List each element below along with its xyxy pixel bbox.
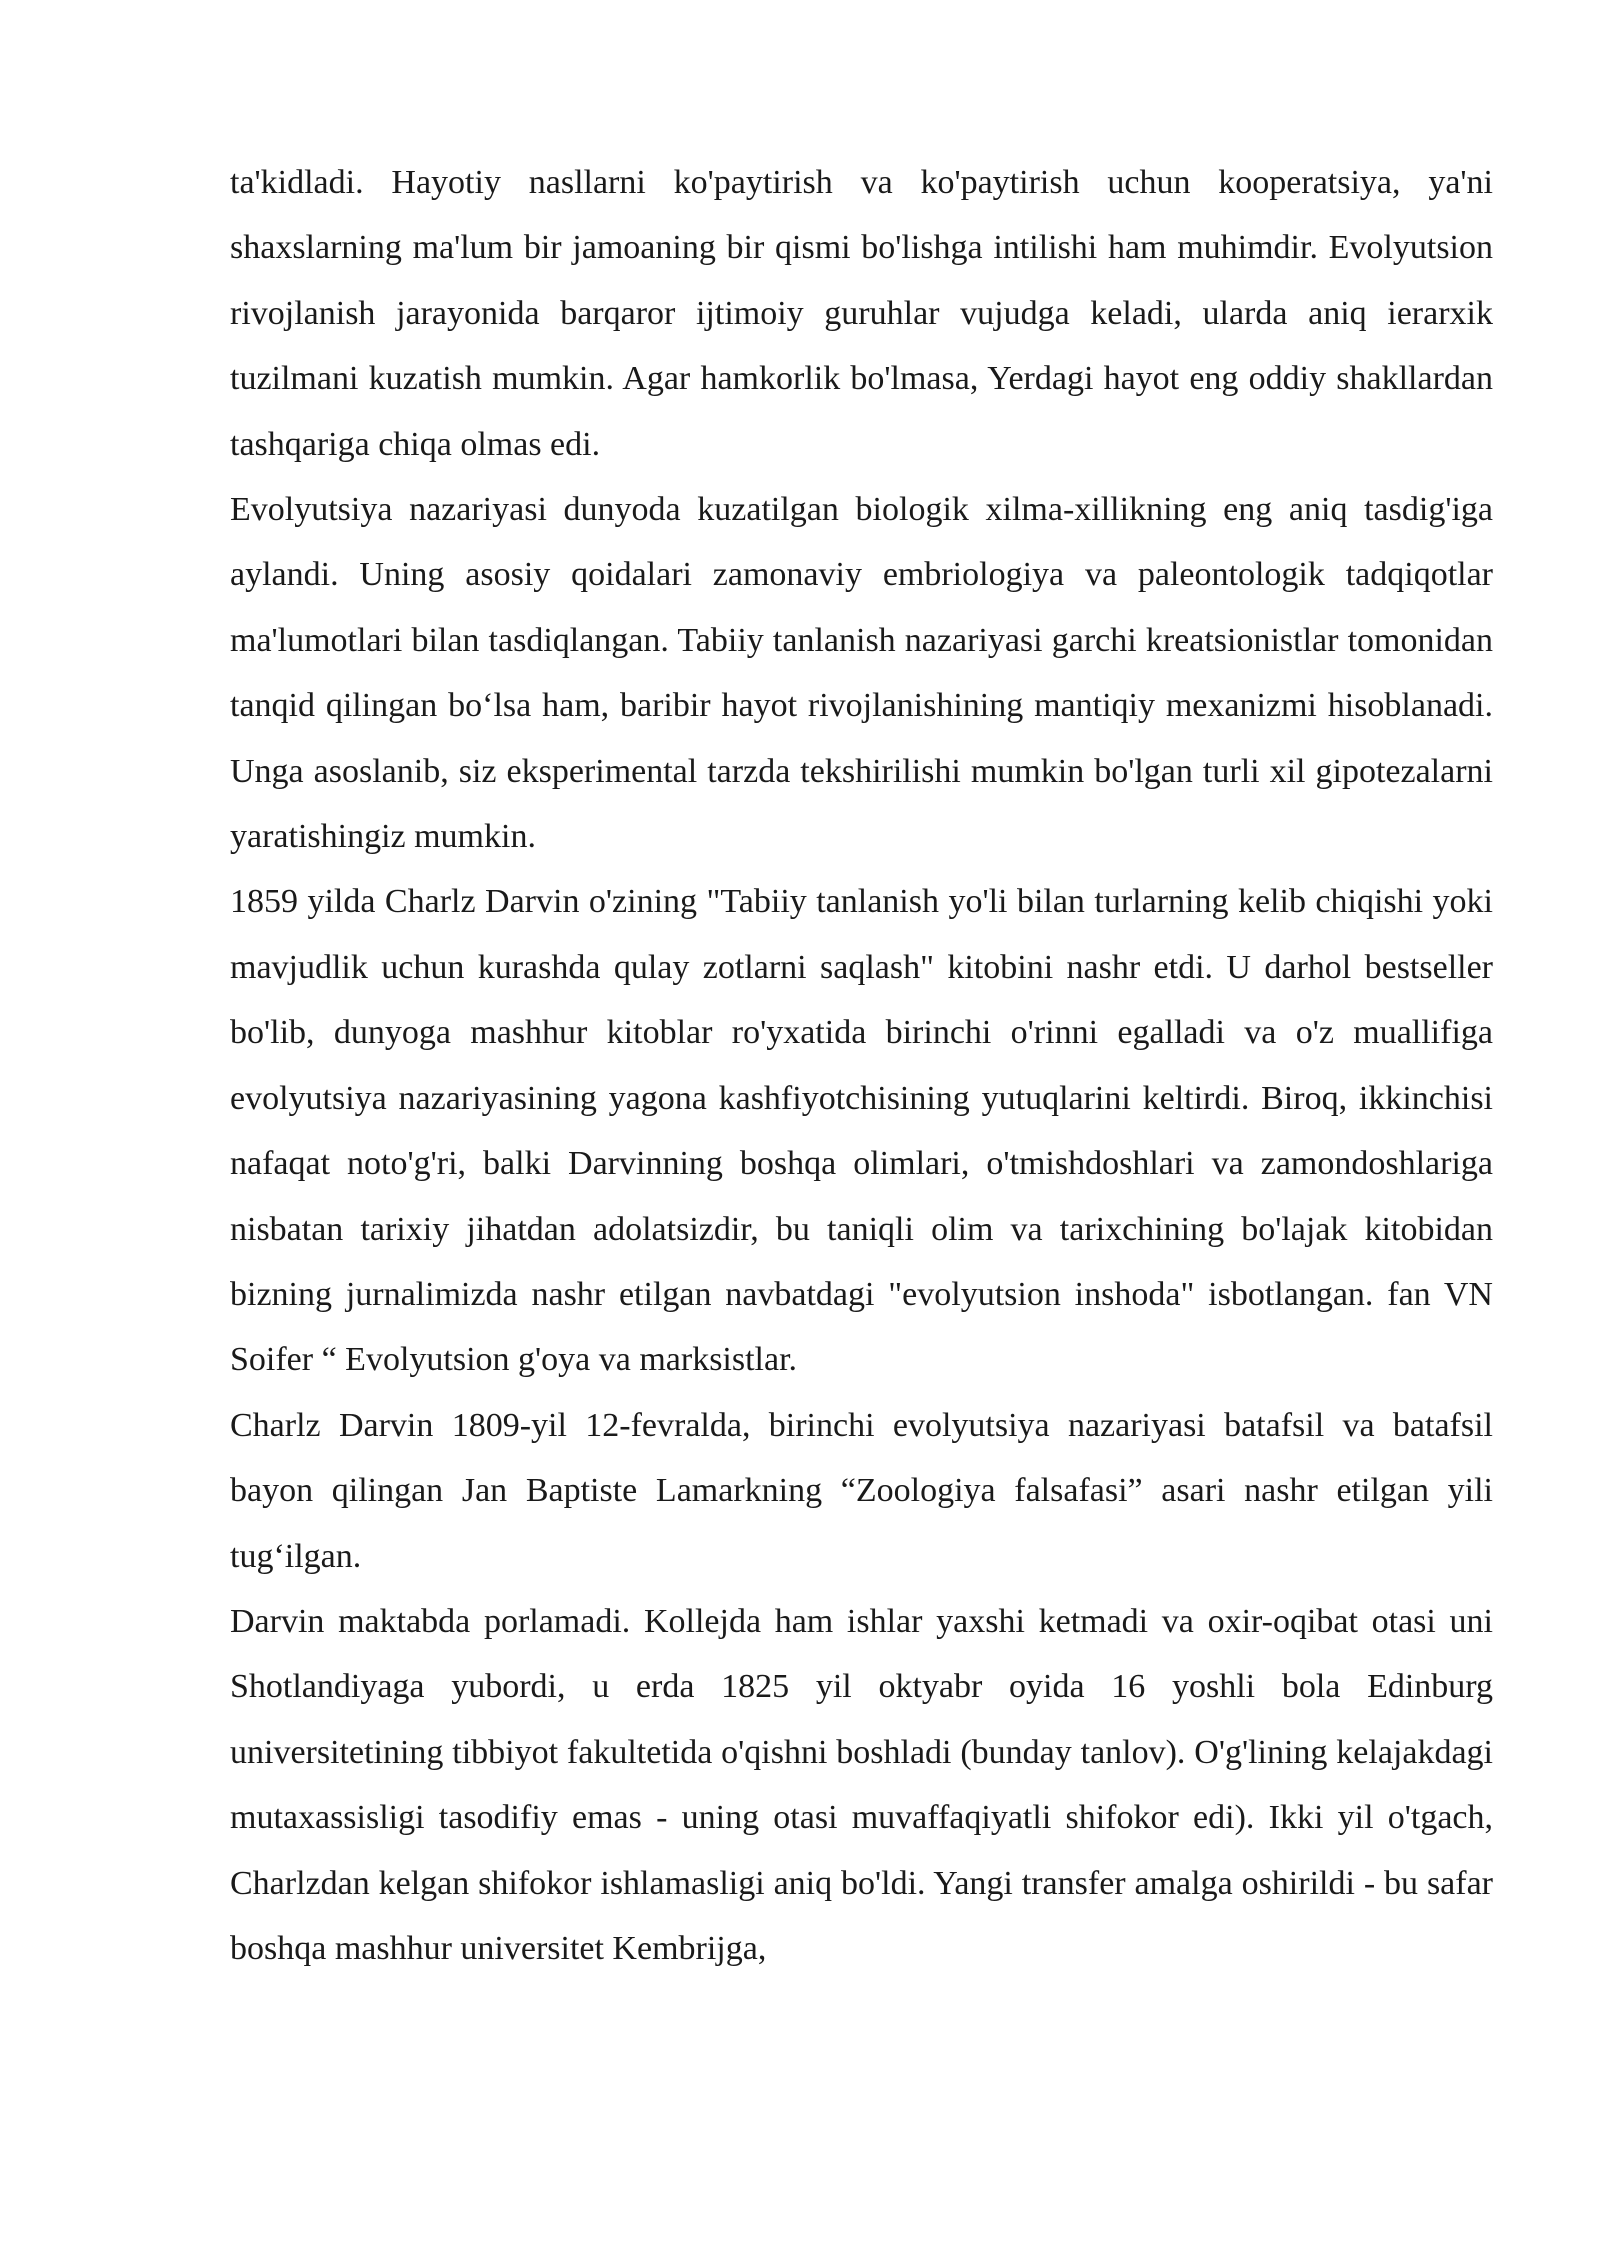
paragraph-darwin-book: 1859 yilda Charlz Darvin o'zining "Tabiiy tanlanish yo'li bilan turlarning kelib chiqishi yoki mavjudlik uchun kurashda qulay zotlarni saqlash" kitobini nashr etdi. U darhol bestseller bo'lib, dunyoga mashhur kitoblar ro'yxatida birinchi o'rinni egalladi va o'z muallifiga evolyutsiya nazariyasining yagona kashfiyotchisining yutuqlarini keltirdi. Biroq, ikkinchisi nafaqat noto'g'ri, balki Darvinning boshqa olimlari, o'tmishdoshlari va zamondoshlariga nisbatan tarixiy jihatdan adolatsizdir, bu taniqli olim va tarixchining bo'lajak kitobidan bizning jurnalimizda nashr etilgan navbatdagi "evolyutsion inshoda" isbotlangan. fan VN Soifer “ Evolyutsion g'oya va marksistlar.	[230, 883, 1493, 1379]
paragraph-darwin-birth: Charlz Darvin 1809-yil 12-fevralda, birinchi evolyutsiya nazariyasi batafsil va batafsil bayon qilingan Jan Baptiste Lamarkning “Zoologiya falsafasi” asari nashr etilgan yili tug‘ilgan.	[230, 1406, 1493, 1575]
document-page	[230, 150, 1493, 1981]
paragraph-evolution-theory: Evolyutsiya nazariyasi dunyoda kuzatilgan biologik xilma-xillikning eng aniq tasdig'iga aylandi. Uning asosiy qoidalari zamonaviy embriologiya va paleontologik tadqiqotlar ma'lumotlari bilan tasdiqlangan. Tabiiy tanlanish nazariyasi garchi kreatsionistlar tomonidan tanqid qilingan bo‘lsa ham, baribir hayot rivojlanishining mantiqiy mexanizmi hisoblanadi. Unga asoslanib, siz eksperimental tarzda tekshirilishi mumkin bo'lgan turli xil gipotezalarni yaratishingiz mumkin.	[230, 491, 1493, 856]
paragraph-cooperation: ta'kidladi. Hayotiy nasllarni ko'paytirish va ko'paytirish uchun kooperatsiya, ya'ni shaxslarning ma'lum bir jamoaning bir qismi bo'lishga intilishi ham muhimdir. Evolyutsion rivojlanish jarayonida barqaror ijtimoiy guruhlar vujudga keladi, ularda aniq ierarxik tuzilmani kuzatish mumkin. Agar hamkorlik bo'lmasa, Yerdagi hayot eng oddiy shakllardan tashqariga chiqa olmas edi.	[230, 164, 1493, 463]
paragraph-darwin-education: Darvin maktabda porlamadi. Kollejda ham ishlar yaxshi ketmadi va oxir-oqibat otasi uni Shotlandiyaga yubordi, u erda 1825 yil oktyabr oyida 16 yoshli bola Edinburg universitetining tibbiyot fakultetida o'qishni boshladi (bunday tanlov). O'g'lining kelajakdagi mutaxassisligi tasodifiy emas - uning otasi muvaffaqiyatli shifokor edi). Ikki yil o'tgach, Charlzdan kelgan shifokor ishlamasligi aniq bo'ldi. Yangi transfer amalga oshirildi - bu safar boshqa mashhur universitet Kembrijga,	[230, 1602, 1493, 1967]
